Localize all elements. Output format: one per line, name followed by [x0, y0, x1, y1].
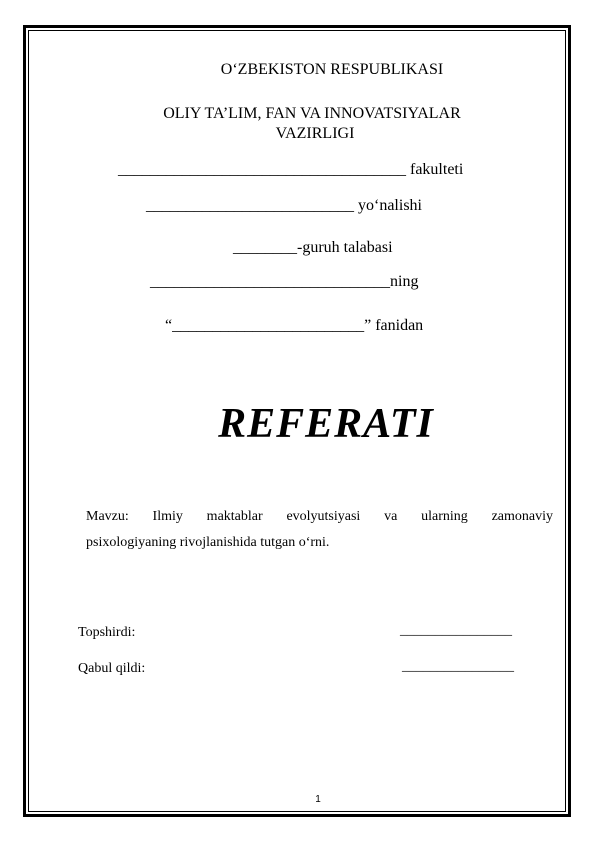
topic-block	[86, 504, 553, 556]
page-number: 1	[315, 794, 321, 805]
topic-line-2: psixologiyaning rivojlanishida tutgan o‘rni.	[86, 535, 330, 550]
topic-line-1: Mavzu: Ilmiy maktablar evolyutsiyasi va ularning zamonaviy	[86, 509, 553, 524]
subject-field: “________________________” fanidan	[165, 317, 424, 334]
submitted-by-signature-line: ________________	[400, 623, 512, 638]
accepted-by-signature-line: ________________	[402, 659, 514, 674]
submitted-by-label: Topshirdi:	[78, 625, 136, 640]
student-field: ______________________________ning	[150, 273, 419, 290]
republic-heading: O‘ZBEKISTON RESPUBLIKASI	[220, 61, 444, 78]
accepted-by-label: Qabul qildi:	[78, 661, 146, 676]
document-title: REFERATI	[218, 401, 434, 447]
ministry-heading-line1: OLIY TA’LIM, FAN VA INNOVATSIYALAR	[163, 105, 461, 122]
ministry-heading-line2: VAZIRLIGI	[275, 125, 355, 142]
group-field: ________-guruh talabasi	[233, 239, 393, 256]
direction-field: __________________________ yo‘nalishi	[146, 197, 422, 214]
faculty-field: ____________________________________ fakulteti	[118, 161, 464, 178]
